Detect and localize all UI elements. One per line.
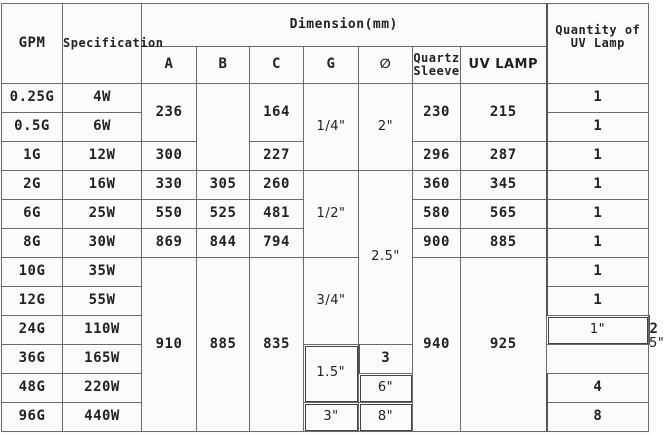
table-row (2, 345, 649, 374)
cell-quantity: 4 (547, 374, 649, 403)
cell-uvlamp: 287 (461, 142, 547, 171)
cell-g: 3/4" (304, 258, 359, 345)
cell-quartz: 230 (413, 84, 461, 142)
cell-spec: 110W (63, 316, 142, 345)
header-b: B (197, 47, 250, 84)
cell-spec: 30W (63, 229, 142, 258)
cell-gpm: 0.25G (2, 84, 63, 113)
cell-uvlamp: 565 (461, 200, 547, 229)
cell-gpm: 2G (2, 171, 63, 200)
cell-b: 305 (197, 171, 250, 200)
cell-a: 910 (142, 258, 197, 432)
header-c: C (250, 47, 304, 84)
cell-b: 885 (197, 258, 250, 432)
cell-b: 844 (197, 229, 250, 258)
cell-spec: 220W (63, 374, 142, 403)
cell-gpm: 12G (2, 287, 63, 316)
header-dimension: Dimension(mm) (142, 4, 547, 47)
cell-gpm: 96G (2, 403, 63, 432)
table-row (2, 403, 649, 432)
cell-gpm: 0.5G (2, 113, 63, 142)
cell-a: 330 (142, 171, 197, 200)
cell-a: 550 (142, 200, 197, 229)
cell-c: 835 (250, 258, 304, 432)
header-quartz-sleeve: Quartz Sleeve (413, 47, 461, 84)
cell-g: 1.5" (304, 345, 359, 403)
cell-uvlamp: 885 (461, 229, 547, 258)
cell-phi: 2" (359, 84, 413, 171)
cell-quantity: 1 (547, 229, 649, 258)
cell-spec: 440W (63, 403, 142, 432)
cell-spec: 55W (63, 287, 142, 316)
cell-quantity: 1 (547, 84, 649, 113)
cell-quantity: 3 (359, 345, 413, 374)
cell-quartz: 940 (413, 258, 461, 432)
cell-spec: 35W (63, 258, 142, 287)
header-gpm: GPM (2, 4, 63, 84)
uv-sterilizer-spec-table (1, 3, 664, 432)
cell-spec: 6W (63, 113, 142, 142)
cell-c: 794 (250, 229, 304, 258)
cell-uvlamp: 345 (461, 171, 547, 200)
cell-quantity: 1 (547, 258, 649, 287)
cell-c: 227 (250, 142, 304, 171)
cell-quartz: 580 (413, 200, 461, 229)
header-uv-lamp: UV LAMP (461, 47, 547, 84)
cell-a: 869 (142, 229, 197, 258)
cell-b: 525 (197, 200, 250, 229)
table-row (2, 258, 649, 287)
cell-uvlamp: 925 (461, 258, 547, 432)
header-phi: ∅ (359, 47, 413, 84)
cell-gpm: 1G (2, 142, 63, 171)
cell-quantity: 1 (547, 142, 649, 171)
cell-spec: 12W (63, 142, 142, 171)
cell-g: 1/4" (304, 84, 359, 171)
cell-gpm: 8G (2, 229, 63, 258)
cell-c: 164 (250, 84, 304, 142)
cell-gpm: 6G (2, 200, 63, 229)
header-a: A (142, 47, 197, 84)
cell-a: 300 (142, 142, 197, 171)
cell-gpm: 24G (2, 316, 63, 345)
cell-b-empty (197, 84, 250, 171)
cell-quartz: 296 (413, 142, 461, 171)
header-specification: Specification (63, 4, 142, 84)
cell-g: 3" (304, 403, 359, 432)
cell-gpm: 36G (2, 345, 63, 374)
table-row (2, 84, 649, 113)
cell-spec: 4W (63, 84, 142, 113)
cell-quantity: 1 (547, 113, 649, 142)
cell-spec: 25W (63, 200, 142, 229)
cell-phi: 8" (359, 403, 413, 432)
table-row (2, 171, 649, 200)
cell-a: 236 (142, 84, 197, 142)
cell-quantity: 8 (547, 403, 649, 432)
cell-quartz: 900 (413, 229, 461, 258)
cell-spec: 165W (63, 345, 142, 374)
cell-gpm: 48G (2, 374, 63, 403)
cell-quantity: 1 (547, 171, 649, 200)
cell-g: 1" (547, 316, 649, 345)
cell-g: 1/2" (304, 171, 359, 258)
cell-gpm: 10G (2, 258, 63, 287)
cell-quartz: 360 (413, 171, 461, 200)
header-quantity: Quantity of UV Lamp (547, 4, 649, 84)
cell-quantity: 1 (547, 200, 649, 229)
table-row: 24G 110W 1" 5" 2 (2, 316, 649, 345)
cell-phi: 6" (359, 374, 413, 403)
header-g: G (304, 47, 359, 84)
cell-spec: 16W (63, 171, 142, 200)
cell-uvlamp: 215 (461, 84, 547, 142)
cell-c: 260 (250, 171, 304, 200)
cell-quantity: 1 (547, 287, 649, 316)
cell-phi: 2.5" (359, 171, 413, 345)
cell-c: 481 (250, 200, 304, 229)
